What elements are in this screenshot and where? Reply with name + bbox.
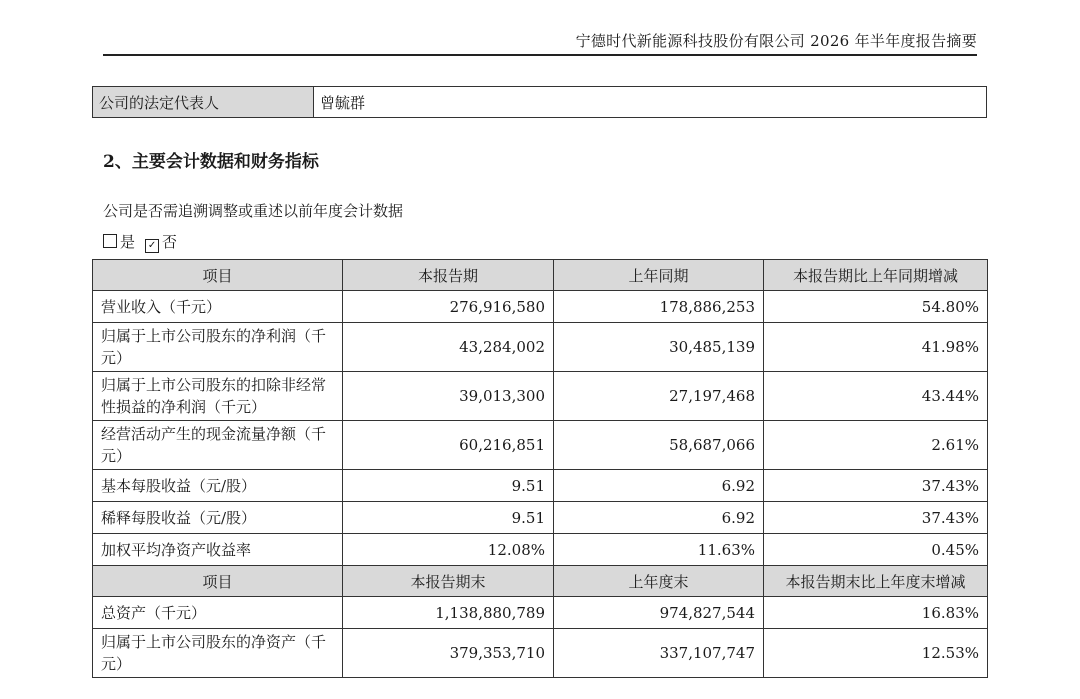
prior-period-value: 58,687,066 — [554, 421, 764, 470]
checkbox-yes — [103, 234, 117, 248]
period-end-value: 1,138,880,789 — [343, 597, 554, 629]
column-header: 本报告期末比上年度末增减 — [764, 566, 988, 597]
row-label: 基本每股收益（元/股） — [93, 470, 343, 502]
current-period-value: 39,013,300 — [343, 372, 554, 421]
column-header: 项目 — [93, 566, 343, 597]
column-header: 上年度末 — [554, 566, 764, 597]
row-label: 归属于上市公司股东的净资产（千元） — [93, 629, 343, 678]
header-rule — [103, 54, 977, 56]
change-value: 43.44% — [764, 372, 988, 421]
document-header: 宁德时代新能源科技股份有限公司 2026 年半年度报告摘要 — [575, 32, 977, 50]
table-row — [93, 470, 988, 502]
current-period-value: 60,216,851 — [343, 421, 554, 470]
current-period-value: 9.51 — [343, 502, 554, 534]
prior-period-value: 27,197,468 — [554, 372, 764, 421]
restatement-options — [103, 231, 177, 253]
section-title: 2、主要会计数据和财务指标 — [103, 152, 319, 172]
row-label: 营业收入（千元） — [93, 291, 343, 323]
prior-period-value: 178,886,253 — [554, 291, 764, 323]
change-value: 37.43% — [764, 470, 988, 502]
current-period-value: 43,284,002 — [343, 323, 554, 372]
change-value: 0.45% — [764, 534, 988, 566]
change-value: 12.53% — [764, 629, 988, 678]
prior-period-value: 11.63% — [554, 534, 764, 566]
table-row — [93, 421, 988, 470]
change-value: 2.61% — [764, 421, 988, 470]
change-value: 54.80% — [764, 291, 988, 323]
table-row — [93, 502, 988, 534]
row-label: 经营活动产生的现金流量净额（千元） — [93, 421, 343, 470]
table-header-row — [93, 566, 988, 597]
table-row — [93, 597, 988, 629]
row-label: 稀释每股收益（元/股） — [93, 502, 343, 534]
current-period-value: 9.51 — [343, 470, 554, 502]
prior-period-value: 6.92 — [554, 470, 764, 502]
table-row — [93, 323, 988, 372]
column-header: 上年同期 — [554, 260, 764, 291]
checkbox-no-checked-icon: ✓ — [145, 239, 159, 253]
row-label: 总资产（千元） — [93, 597, 343, 629]
column-header: 本报告期比上年同期增减 — [764, 260, 988, 291]
prior-year-end-value: 337,107,747 — [554, 629, 764, 678]
current-period-value: 12.08% — [343, 534, 554, 566]
option-yes-label: 是 — [120, 233, 136, 251]
financial-data-table — [92, 259, 988, 678]
row-label: 归属于上市公司股东的扣除非经常性损益的净利润（千元） — [93, 372, 343, 421]
change-value: 16.83% — [764, 597, 988, 629]
change-value: 37.43% — [764, 502, 988, 534]
column-header: 项目 — [93, 260, 343, 291]
legal-representative-table — [92, 86, 987, 118]
prior-year-end-value: 974,827,544 — [554, 597, 764, 629]
legal-representative-value: 曾毓群 — [314, 87, 987, 118]
prior-period-value: 6.92 — [554, 502, 764, 534]
current-period-value: 276,916,580 — [343, 291, 554, 323]
row-label: 归属于上市公司股东的净利润（千元） — [93, 323, 343, 372]
table-header-row — [93, 260, 988, 291]
option-no-label: 否 — [162, 233, 178, 251]
legal-representative-label: 公司的法定代表人 — [93, 87, 314, 118]
table-row — [93, 629, 988, 678]
column-header: 本报告期末 — [343, 566, 554, 597]
table-row — [93, 291, 988, 323]
table-row — [93, 534, 988, 566]
prior-period-value: 30,485,139 — [554, 323, 764, 372]
row-label: 加权平均净资产收益率 — [93, 534, 343, 566]
period-end-value: 379,353,710 — [343, 629, 554, 678]
table-row — [93, 372, 988, 421]
change-value: 41.98% — [764, 323, 988, 372]
restatement-question: 公司是否需追溯调整或重述以前年度会计数据 — [103, 202, 404, 220]
column-header: 本报告期 — [343, 260, 554, 291]
